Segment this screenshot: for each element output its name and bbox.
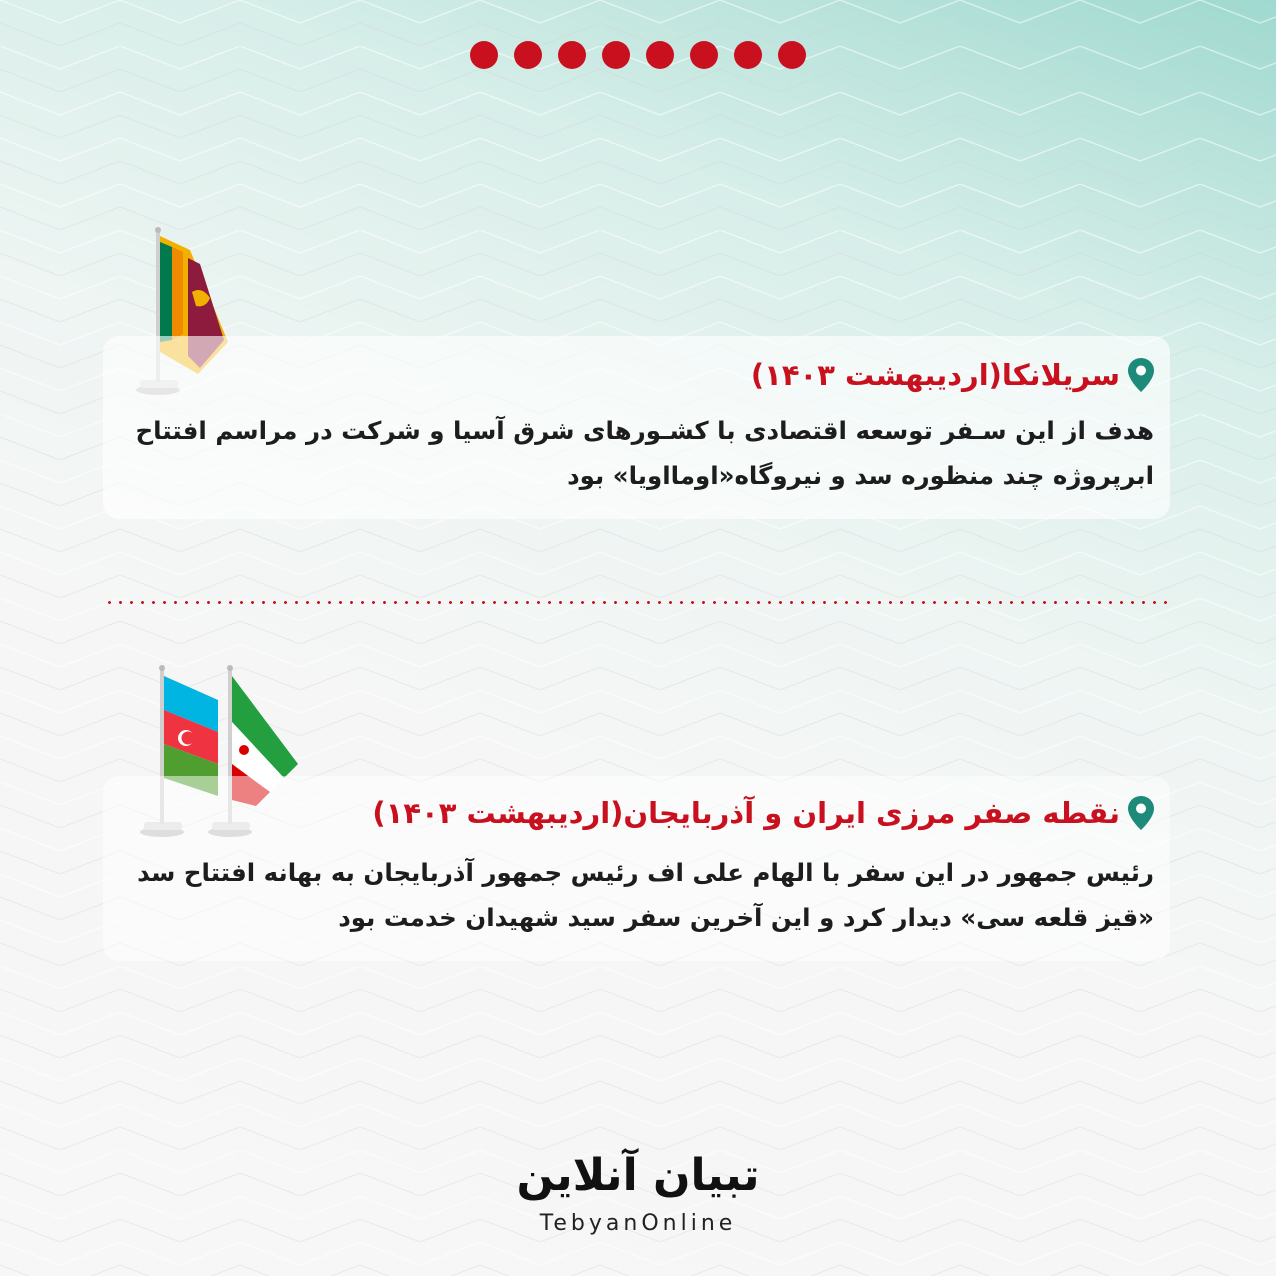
brand-logo-persian: تبیان آنلاین: [516, 1150, 760, 1201]
card-sri-lanka: [103, 336, 1170, 519]
header-dot: [514, 41, 542, 69]
card-body-text: رئیس جمهور در این سفر با الهام علی اف رئیس جمهور آذربایجان به بهانه افتتاح سد «قیز قلعه سی» دیدار کرد و این آخرین سفر سید شهیدان خدمت بود: [137, 858, 1154, 932]
card-title-text: نقطه صفر مرزی ایران و آذربایجان(اردیبهشت ۱۴۰۳): [372, 796, 1120, 830]
card-iran-azerbaijan: [103, 776, 1170, 961]
header-dot: [734, 41, 762, 69]
header-dots: [0, 41, 1276, 69]
card-title-text: سریلانکا(اردیبهشت ۱۴۰۳): [750, 358, 1120, 392]
header-dot: [602, 41, 630, 69]
location-pin-icon: [1128, 358, 1154, 392]
header-dot: [646, 41, 674, 69]
location-pin-icon: [1128, 796, 1154, 830]
brand-logo-english: TebyanOnline: [539, 1211, 737, 1236]
header-dot: [470, 41, 498, 69]
header-dot: [558, 41, 586, 69]
dotted-divider: [104, 601, 1172, 604]
card-title: [372, 796, 1154, 830]
card-body-text: هدف از این سـفر توسعه اقتصادی با کشـورهای شرق آسیا و شرکت در مراسم افتتاح ابرپروژه چند منظوره سد و نیروگاه«اوما‌اویا» بود: [135, 416, 1154, 490]
card-title: [751, 358, 1154, 392]
header-dot: [690, 41, 718, 69]
header-dot: [778, 41, 806, 69]
